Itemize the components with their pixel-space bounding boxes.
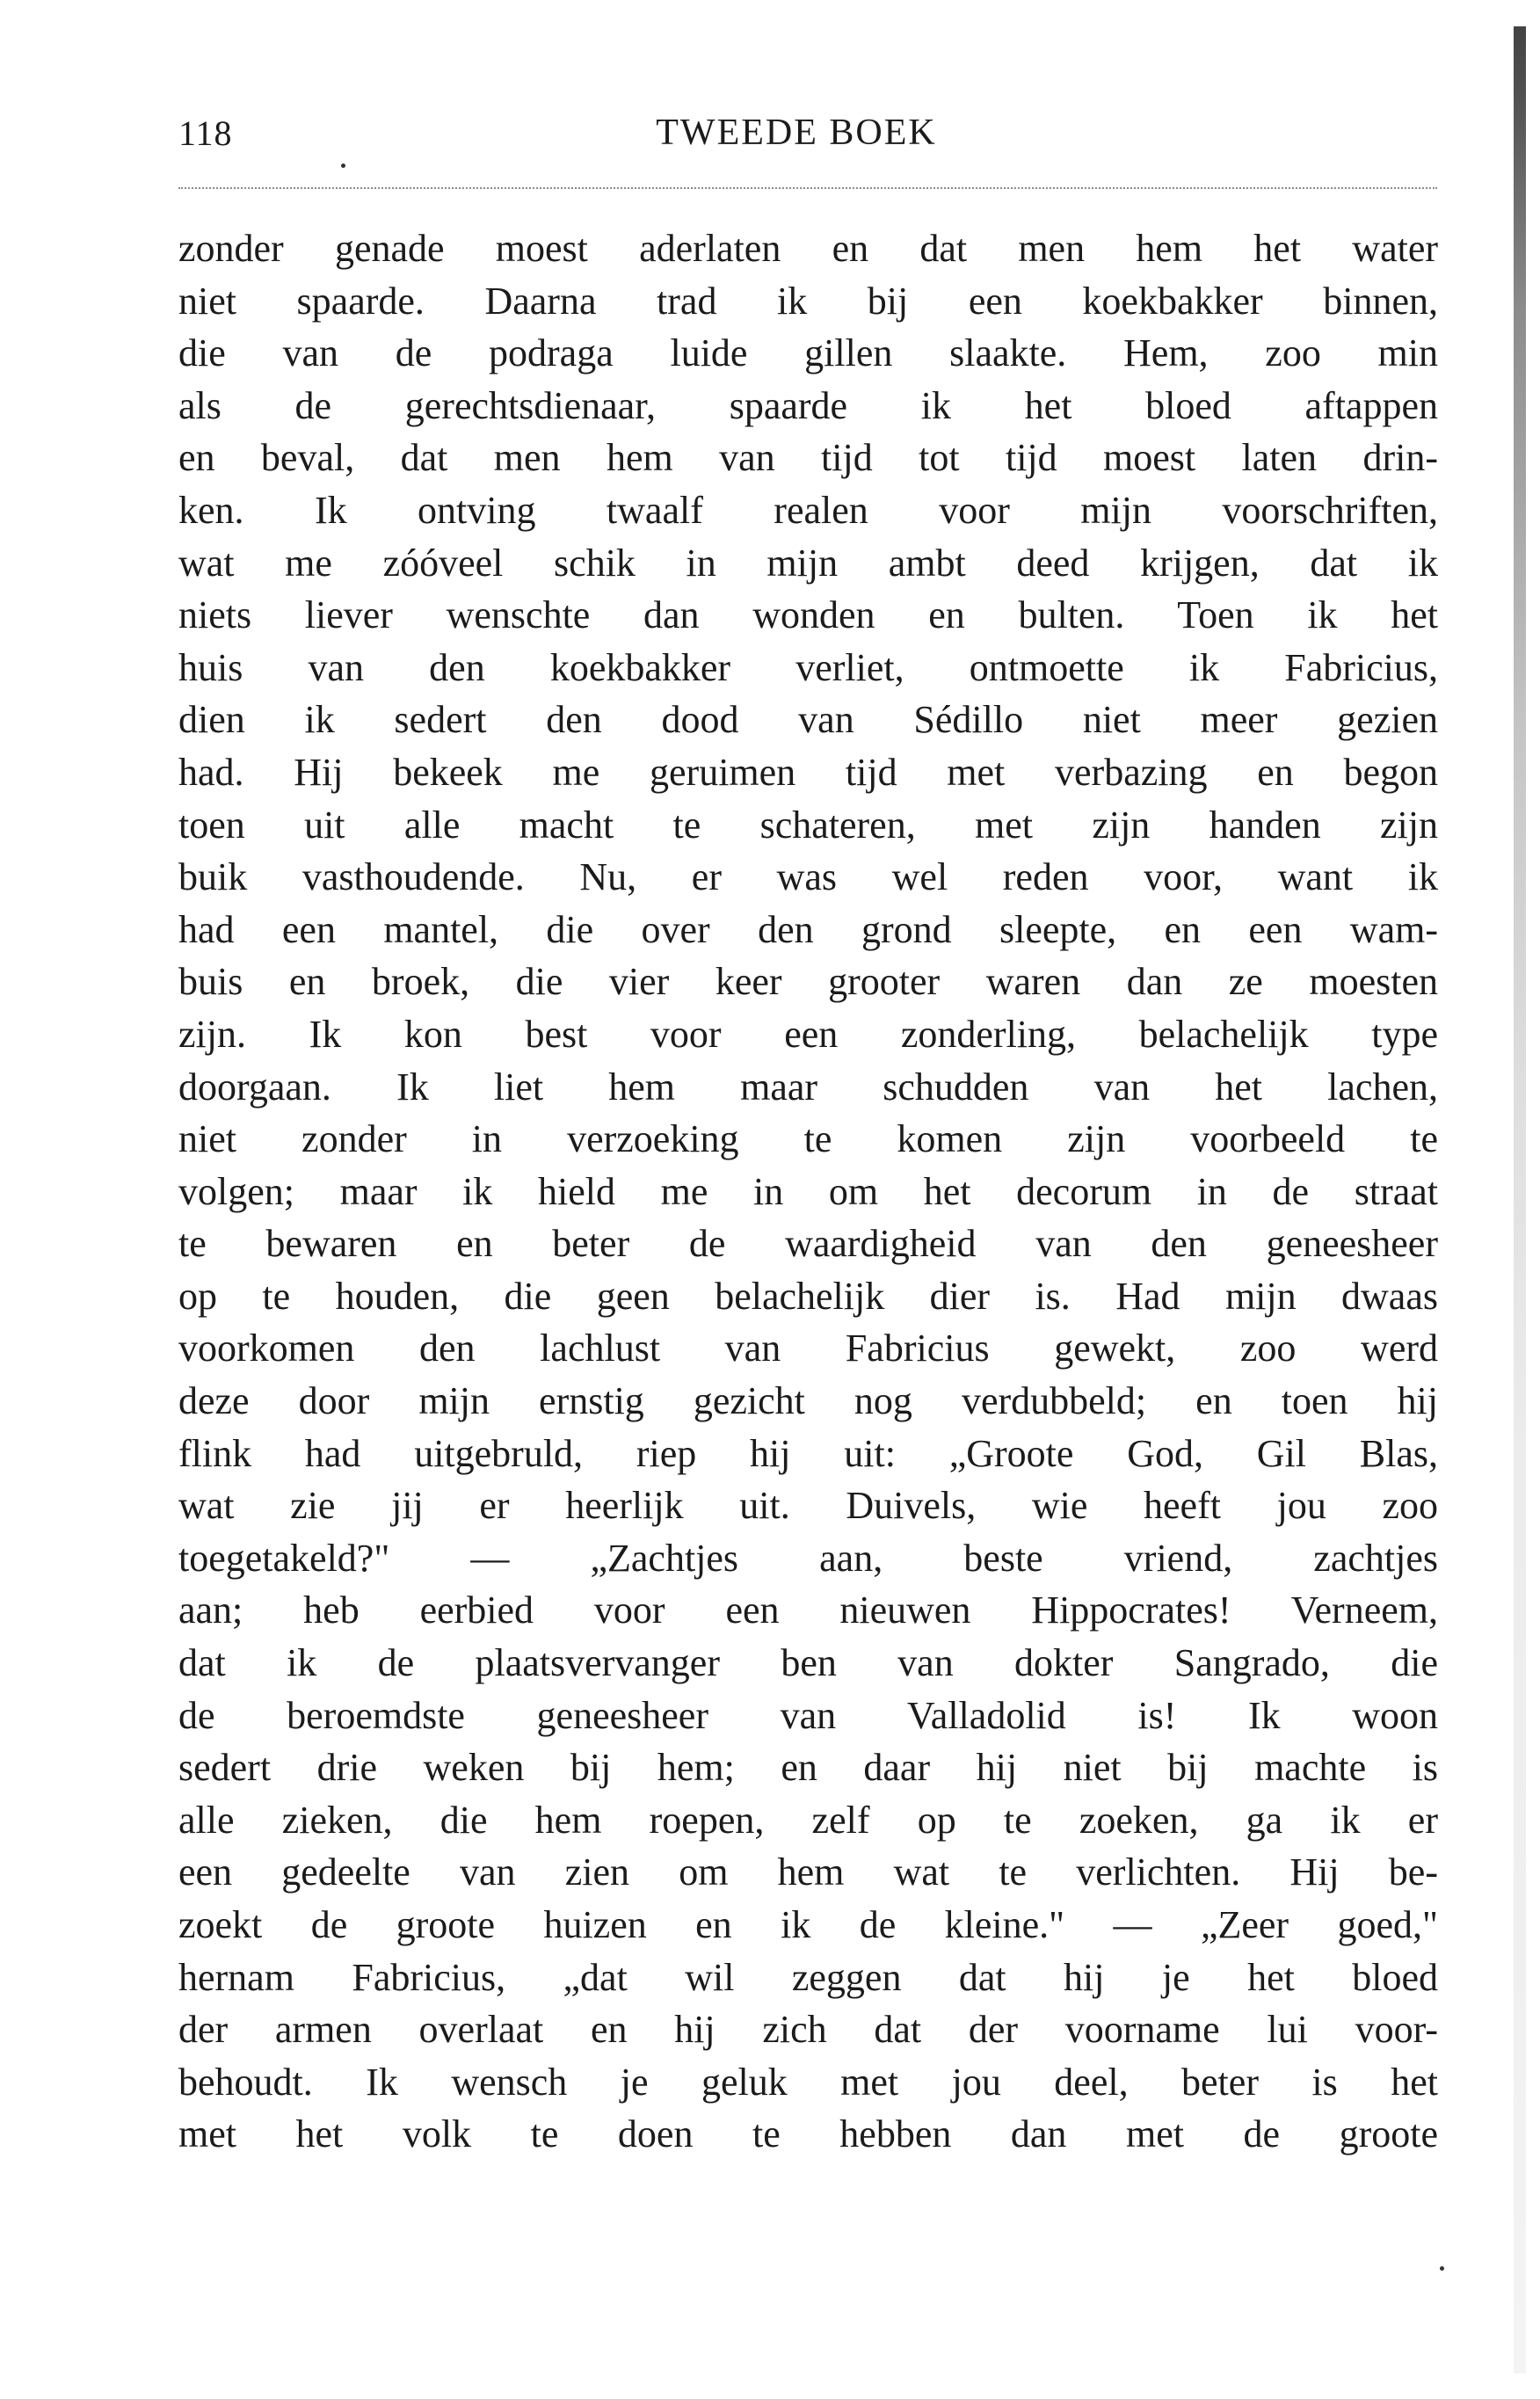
text-line: toen uit alle macht te schateren, met zijn handen zijn <box>178 803 1438 847</box>
text-line: wat zie jij er heerlijk uit. Duivels, wie heeft jou zoo <box>178 1484 1438 1528</box>
page-number: 118 <box>178 113 233 153</box>
text-line: een gedeelte van zien om hem wat te verlichten. Hij be- <box>178 1850 1438 1894</box>
text-line: deze door mijn ernstig gezicht nog verdubbeld; en toen hij <box>178 1379 1438 1423</box>
text-line: sedert drie weken bij hem; en daar hij niet bij machte is <box>178 1746 1438 1790</box>
text-line: zonder genade moest aderlaten en dat men hem het water <box>178 227 1438 270</box>
text-line: had een mantel, die over den grond sleepte, en een wam- <box>178 907 1438 951</box>
text-line: niet zonder in verzoeking te komen zijn voorbeeld te <box>178 1117 1438 1161</box>
text-line: der armen overlaat en hij zich dat der voorname lui voor- <box>178 2008 1438 2052</box>
text-line: flink had uitgebruld, riep hij uit: „Groote God, Gil Blas, <box>178 1431 1438 1475</box>
text-line: alle zieken, die hem roepen, zelf op te zoeken, ga ik er <box>178 1798 1438 1842</box>
text-line: wat me zóóveel schik in mijn ambt deed krijgen, dat ik <box>178 541 1438 585</box>
text-line: op te houden, die geen belachelijk dier is. Had mijn dwaas <box>178 1274 1438 1318</box>
text-line: had. Hij bekeek me geruimen tijd met verbazing en begon <box>178 750 1438 794</box>
text-line: ken. Ik ontving twaalf realen voor mijn voorschriften, <box>178 488 1438 532</box>
text-line: aan; heb eerbied voor een nieuwen Hippocrates! Verneem, <box>178 1588 1438 1632</box>
header-divider <box>178 187 1437 189</box>
text-line: niets liever wenschte dan wonden en bulten. Toen ik het <box>178 593 1438 637</box>
text-line: buik vasthoudende. Nu, er was wel reden voor, want ik <box>178 855 1438 899</box>
text-line: voorkomen den lachlust van Fabricius gewekt, zoo werd <box>178 1327 1438 1370</box>
scan-speck <box>341 164 345 168</box>
text-line: te bewaren en beter de waardigheid van den geneesheer <box>178 1222 1438 1266</box>
text-line: behoudt. Ik wensch je geluk met jou deel, beter is het <box>178 2060 1438 2104</box>
text-line: dat ik de plaatsvervanger ben van dokter Sangrado, die <box>178 1641 1438 1685</box>
body-text <box>178 222 1438 2161</box>
scan-speck <box>1440 2266 1444 2271</box>
text-line: die van de podraga luide gillen slaakte. Hem, zoo min <box>178 331 1438 375</box>
text-line: niet spaarde. Daarna trad ik bij een koekbakker binnen, <box>178 279 1438 323</box>
scan-edge-shadow <box>1514 26 1526 2374</box>
text-line: de beroemdste geneesheer van Valladolid is! Ik woon <box>178 1693 1438 1737</box>
text-line: huis van den koekbakker verliet, ontmoette ik Fabricius, <box>178 645 1438 689</box>
text-line: volgen; maar ik hield me in om het decorum in de straat <box>178 1169 1438 1213</box>
text-line: buis en broek, die vier keer grooter waren dan ze moesten <box>178 960 1438 1004</box>
running-head: TWEEDE BOEK <box>656 113 937 153</box>
text-line: zoekt de groote huizen en ik de kleine." — „Zeer goed," <box>178 1903 1438 1946</box>
text-line: en beval, dat men hem van tijd tot tijd moest laten drin- <box>178 436 1438 480</box>
text-line: toegetakeld?" — „Zachtjes aan, beste vriend, zachtjes <box>178 1536 1438 1580</box>
text-line: dien ik sedert den dood van Sédillo niet meer gezien <box>178 698 1438 742</box>
text-line: als de gerechtsdienaar, spaarde ik het bloed aftappen <box>178 383 1438 427</box>
text-line: hernam Fabricius, „dat wil zeggen dat hij je het bloed <box>178 1955 1438 1999</box>
text-line: zijn. Ik kon best voor een zonderling, belachelijk type <box>178 1012 1438 1056</box>
text-line: met het volk te doen te hebben dan met de groote <box>178 2112 1438 2156</box>
text-line: doorgaan. Ik liet hem maar schudden van het lachen, <box>178 1065 1438 1109</box>
